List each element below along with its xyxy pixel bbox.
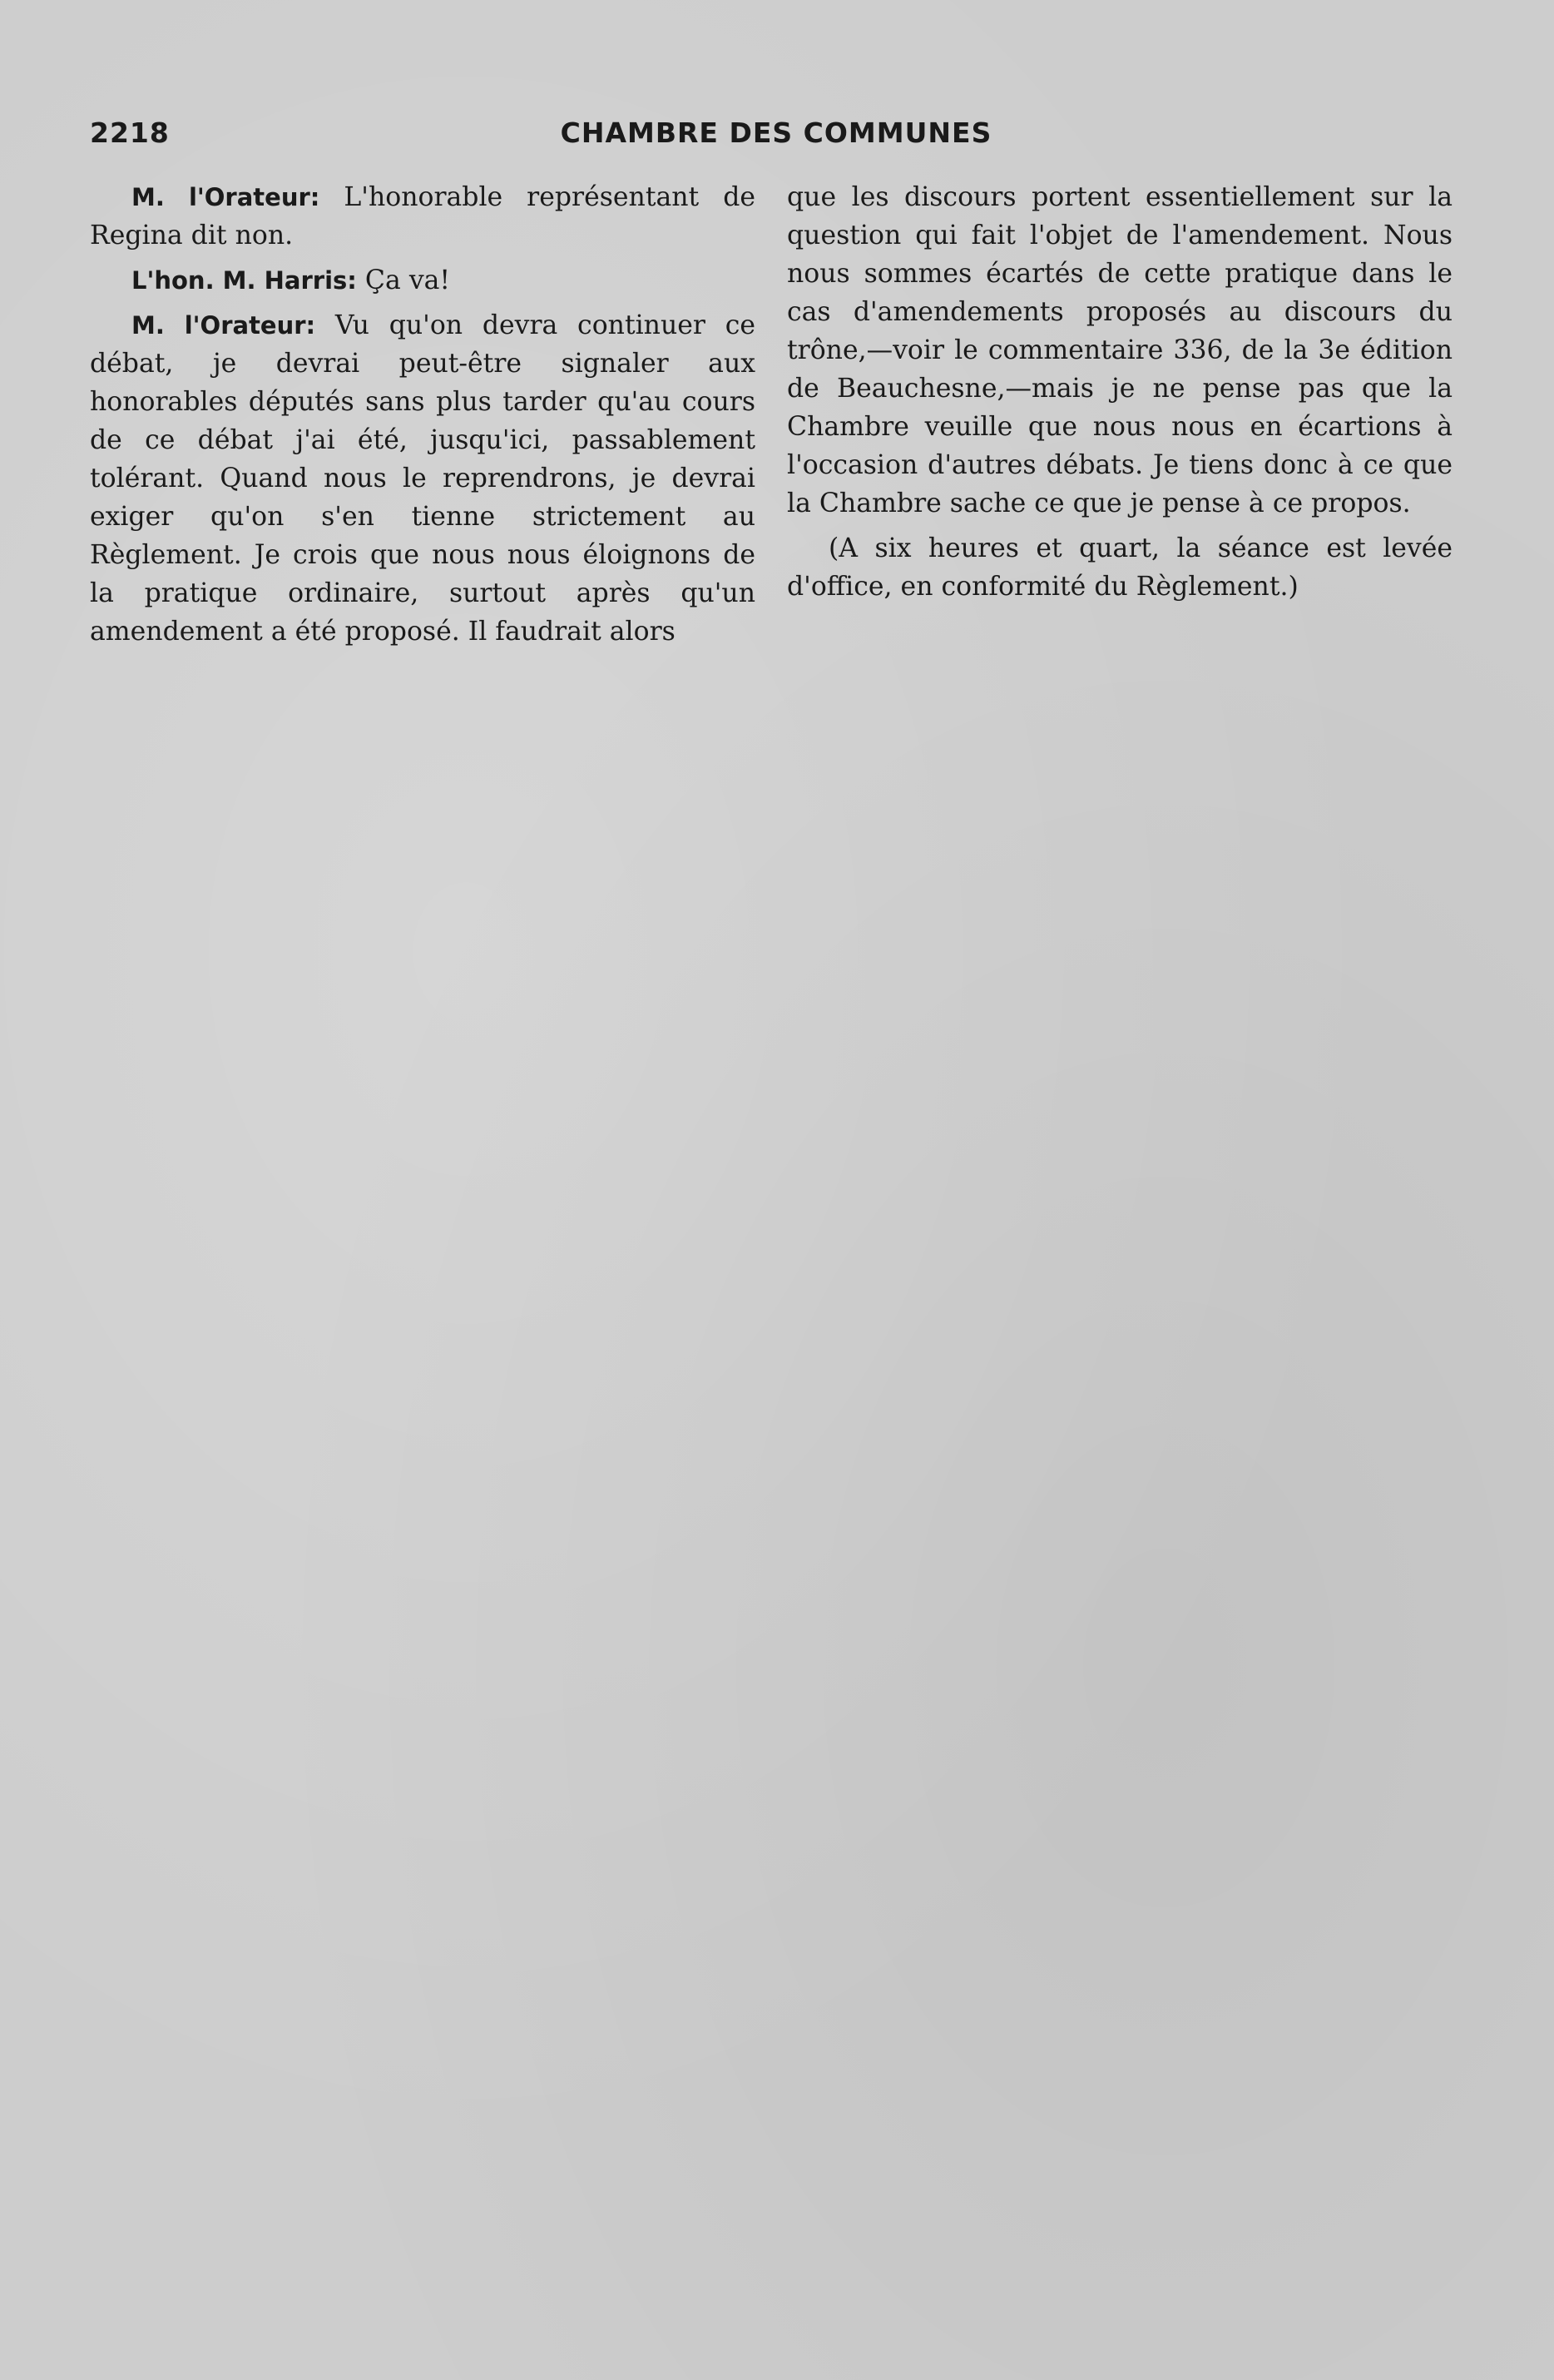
- speaker-name: L'hon. M. Harris:: [131, 266, 357, 295]
- paragraph-text: (A six heures et quart, la séance est levée d'office, en conformité du Règlement.): [787, 533, 1453, 602]
- left-column: [90, 178, 755, 657]
- paragraph-text: que les discours portent essentiellement sur la question qui fait l'objet de l'amendement. Nous nous sommes écartés de cette pratique dans le cas d'amendements proposés au discours du trône,—voir le commentaire 336, de la 3e édition de Beauchesne,—mais je ne pense pas que la Chambre veuille que nous nous en écartions à l'occasion d'autres débats. Je tiens donc à ce que la Chambre sache ce que je pense à ce propos.: [787, 182, 1453, 518]
- adjournment-note: [787, 529, 1453, 606]
- paragraph: [90, 178, 755, 255]
- paragraph-text: Ça va!: [356, 265, 451, 295]
- page-number: 2218: [90, 117, 170, 149]
- paragraph: [90, 261, 755, 300]
- speaker-name: M. l'Orateur:: [131, 183, 320, 211]
- speaker-name: M. l'Orateur:: [131, 311, 316, 340]
- running-title: CHAMBRE DES COMMUNES: [560, 117, 992, 149]
- paragraph: [90, 306, 755, 651]
- paragraph-text: Vu qu'on devra continuer ce débat, je devrai peut-être signaler aux honorables députés sans plus tarder qu'au cours de ce débat j'ai été, jusqu'ici, passablement tolérant. Quand nous le reprendrons, je devrai exiger qu'on s'en tienne strictement au Règlement. Je crois que nous nous éloignons de la pratique ordinaire, surtout après qu'un amendement a été proposé. Il faudrait alors: [90, 310, 756, 647]
- page-header: [90, 117, 1462, 156]
- paragraph-text: L'honorable représentant de Regina dit non.: [90, 182, 756, 250]
- paragraph: [787, 178, 1453, 523]
- right-column: [787, 178, 1453, 612]
